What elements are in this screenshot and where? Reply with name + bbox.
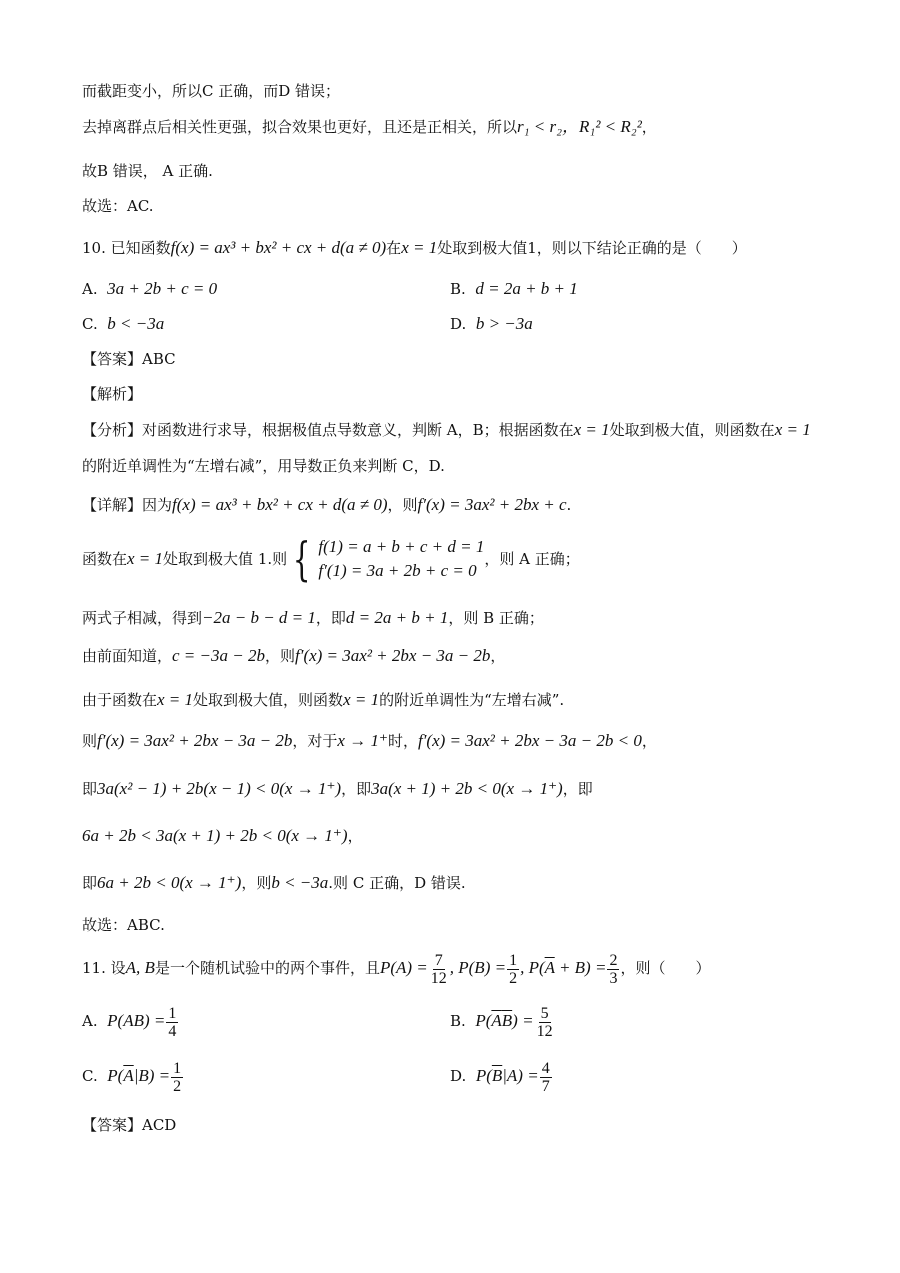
text: ，则 A 正确； [484,550,580,568]
math-expr: , P( [520,958,545,977]
text: 的附近单调性为“左增右减”. [379,691,565,709]
math-expr: r₁ < r₂，R₁² < R₂² [517,117,642,136]
math-expr: b < −3a [107,314,165,333]
equation: f′(1) = 3a + 2b + c = 0 [318,561,477,580]
question-number: 10. [82,239,106,257]
math-expr: f′(x) = 3ax² + 2bx − 3a − 2b [295,646,491,665]
text: 函数在 [82,550,128,568]
text: 在 [386,239,402,257]
math-expr: f(x) = ax³ + bx² + cx + d(a ≠ 0) [170,238,387,257]
option-letter: D. [450,1067,467,1085]
text: 处取到极大值，则函数在 [609,421,775,439]
math-expr: d = 2a + b + 1 [475,279,578,298]
math-expr: f(x) = ax³ + bx² + cx + d(a ≠ 0) [172,495,388,514]
text: ，则 B 正确； [448,609,544,627]
step-line-4 [82,689,564,711]
text: 【详解】因为 [82,496,173,514]
text: ， [347,827,363,845]
option-a [82,278,217,300]
math-expr: A, B [125,958,155,977]
step-line-5 [82,730,657,752]
math-expr: $\overline{B}$ [501,1011,513,1030]
step-line-3 [82,645,505,667]
text: 的附近单调性为“左增右减”，用导数正负来判断 C，D. [82,457,445,475]
math-expr: P( [475,1066,492,1085]
option-d [450,1058,553,1095]
step-line-8 [82,872,466,894]
math-expr: $\overline{A}$ [123,1066,134,1085]
option-letter: C. [82,315,98,333]
fenxi-line-1 [82,419,811,441]
equation: f(1) = a + b + c + d = 1 [318,537,485,556]
text: 【解析】 [82,385,143,403]
text-line [82,80,340,102]
choose-line [82,914,165,936]
option-a [82,1003,179,1040]
math-expr: c = −3a − 2b [172,646,265,665]
text: 由前面知道， [82,647,173,665]
answer-line [82,348,176,370]
text: 故选：AC. [82,197,154,215]
math-expr: 6a + 2b < 0(x → 1⁺) [97,873,242,892]
fraction: $\frac{7}{12}$ [430,951,447,987]
answer-line [82,1114,176,1136]
option-letter: A. [82,1012,98,1030]
math-expr: |B) = [133,1066,171,1085]
text: 处取到极大值 1.则 [163,550,288,568]
text: ， [641,732,657,750]
text: ， [490,647,506,665]
math-expr: $\overline{A}$ [544,958,555,977]
math-expr: d = 2a + b + 1 [345,608,449,627]
option-b [450,278,578,300]
math-expr: b < −3a [271,873,329,892]
math-expr: P(A) = [379,958,428,977]
text-line [82,116,657,138]
text: ，则 [241,874,272,892]
fraction: $\frac{4}{7}$ [541,1059,550,1095]
fraction: $\frac{1}{2}$ [509,951,518,987]
brace-icon: { [292,532,311,586]
text-line [82,160,213,182]
text: .则 C 正确，D 错误. [328,874,466,892]
text: 两式子相减，得到 [82,609,203,627]
text: 处取到极大值1，则以下结论正确的是（ ） [437,239,747,257]
option-letter: D. [450,315,467,333]
math-expr: x → 1⁺ [337,731,388,750]
text: 【答案】ACD [82,1116,177,1134]
text: 即 [82,780,98,798]
math-expr: 3a(x² − 1) + 2b(x − 1) < 0(x → 1⁺) [97,779,342,798]
math-expr: x = 1 [573,420,610,439]
text: . [566,496,572,514]
math-expr: P(AB) = [107,1011,166,1030]
text: 处取到极大值，则函数 [193,691,344,709]
text: 而截距变小，所以C 正确，而D 错误； [82,82,341,100]
question-number: 11. [82,959,106,977]
math-expr: $\overline{A}$ [491,1011,502,1030]
system-line [82,532,580,586]
analysis-head [82,383,142,405]
option-c [82,313,164,335]
fenxi-line-2 [82,455,445,477]
math-expr: ) = [512,1011,534,1030]
math-expr: b > −3a [475,314,533,333]
fraction: $\frac{1}{4}$ [168,1004,177,1040]
math-expr: f′(x) = 3ax² + 2bx − 3a − 2b [97,731,293,750]
text: 故B 错误， A 正确. [82,162,213,180]
math-expr: P( [475,1011,492,1030]
math-expr: −2a − b − d = 1 [202,608,316,627]
text: ，即 [562,780,593,798]
text: 设 [110,959,126,977]
math-expr: 6a + 2b < 3a(x + 1) + 2b < 0(x → 1⁺) [82,826,348,845]
question-11-stem [82,950,710,987]
math-expr: f′(x) = 3ax² + 2bx − 3a − 2b < 0 [417,731,642,750]
math-expr: + B) = [554,958,607,977]
option-c [82,1058,184,1095]
text: ， [641,118,657,136]
text: ，则 [387,496,418,514]
text: 时， [387,732,418,750]
fraction: $\frac{1}{2}$ [173,1059,182,1095]
text: 即 [82,874,98,892]
text: 已知函数 [110,239,171,257]
step-line-2 [82,607,544,629]
text: 【答案】ABC [82,350,176,368]
math-expr: |A) = [502,1066,539,1085]
text: 由于函数在 [82,691,158,709]
option-letter: B. [450,1012,466,1030]
math-expr: 3a + 2b + c = 0 [107,279,218,298]
equation-system [287,532,485,586]
math-expr: $\overline{B}$ [491,1066,503,1085]
option-letter: C. [82,1067,98,1085]
text: 去掉离群点后相关性更强，拟合效果也更好，且还是正相关，所以 [82,118,518,136]
option-letter: B. [450,280,466,298]
xiangjie-line [82,494,571,516]
text: 【分析】对函数进行求导，根据极值点导数意义，判断 A，B；根据函数在 [82,421,574,439]
text: ，则 [264,647,295,665]
text: ，即 [341,780,372,798]
option-d [450,313,533,335]
text: ，即 [315,609,346,627]
math-expr: x = 1 [401,238,438,257]
option-letter: A. [82,280,98,298]
option-b [450,1003,556,1040]
math-expr: P( [107,1066,124,1085]
text: 是一个随机试验中的两个事件，且 [154,959,380,977]
math-expr: x = 1 [343,690,380,709]
math-expr: 3a(x + 1) + 2b < 0(x → 1⁺) [371,779,563,798]
fraction: $\frac{2}{3}$ [609,951,618,987]
math-expr: f′(x) = 3ax² + 2bx + c [417,495,567,514]
math-expr: x = 1 [157,690,194,709]
text: ，对于 [292,732,338,750]
math-expr: , P(B) = [449,958,507,977]
step-line-7 [82,825,363,847]
text: ，则（ ） [620,959,711,977]
math-expr: x = 1 [127,549,164,568]
text-line [82,195,154,217]
question-10-stem [82,237,747,259]
step-line-6 [82,778,593,800]
text: 则 [82,732,98,750]
text: 故选：ABC. [82,916,165,934]
fraction: $\frac{5}{12}$ [536,1004,553,1040]
math-expr: x = 1 [774,420,811,439]
